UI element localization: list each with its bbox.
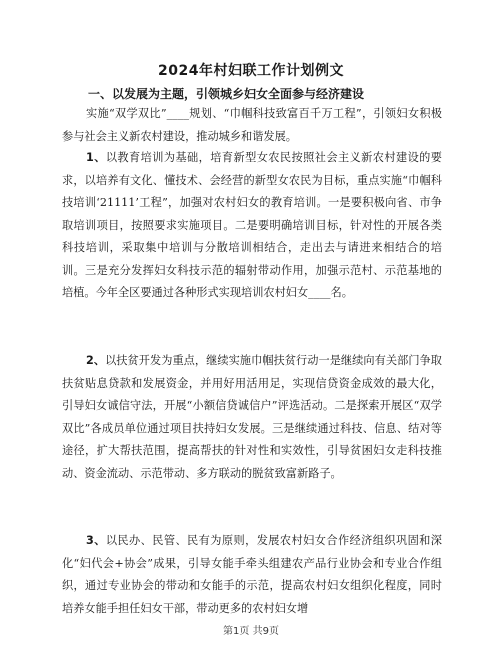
paragraph-item-1-text: 以教育培训为基础，培育新型女农民按照社会主义新农村建设的要求，以培养有文化、懂技术、会经营的新型女农民为目标，重点实施“巾帼科技培训‘21111’工程”，加强对农村妇女的教育培训。一是要积极向省、市争取培训项目，按照要求实施项目。二是要明确培训目标，针对性的开展各类科技培训，采取集中培训与分散培训相结合，走出去与请进来相结合的培训。三是充分发挥妇女科技示范的辐射带动作用，加强示范村、示范基地的培植。今年全区要通过各种形式实现培训农村妇女____名。 <box>62 151 442 299</box>
item-number-3: 3、 <box>86 534 106 547</box>
page-footer: 第1页 共9页 <box>223 626 279 637</box>
paragraph-item-1 <box>62 147 442 305</box>
section-heading-1: 一、以发展为主题，引领城乡妇女全面参与经济建设 <box>88 87 365 101</box>
document-title: 2024年村妇联工作计划例文 <box>158 63 344 79</box>
paragraph-item-3-text: 以民办、民管、民有为原则，发展农村妇女合作经济组织巩固和深化“妇代会+协会”成果，引导女能手牵头组建农产品行业协会和专业合作组织，通过专业协会的带动和女能手的示范，提高农村妇女组织化程度，同时培养女能手担任妇女干部，带动更多的农村妇女增 <box>62 534 442 615</box>
paragraph-item-2 <box>62 350 442 485</box>
paragraph-item-3 <box>62 530 442 620</box>
item-number-2: 2、 <box>86 354 106 367</box>
item-number-1: 1、 <box>86 151 106 164</box>
paragraph-intro <box>62 103 442 148</box>
paragraph-item-2-text: 以扶贫开发为重点，继续实施巾帼扶贫行动一是继续向有关部门争取扶贫贴息贷款和发展资金，并用好用活用足，实现信贷资金成效的最大化，引导妇女诚信守法，开展“小额信贷诚信户”评选活动。二是探索开展区“双学双比”各成员单位通过项目扶持妇女发展。三是继续通过科技、信息、结对等途径，扩大帮扶范围，提高帮扶的针对性和实效性，引导贫困妇女走科技推动、资金流动、示范带动、多方联动的脱贫致富新路子。 <box>62 354 442 480</box>
paragraph-intro-text: 实施“双学双比”____规划、“巾帼科技致富百千万工程”，引领妇女积极参与社会主义新农村建设，推动城乡和谐发展。 <box>62 107 442 143</box>
